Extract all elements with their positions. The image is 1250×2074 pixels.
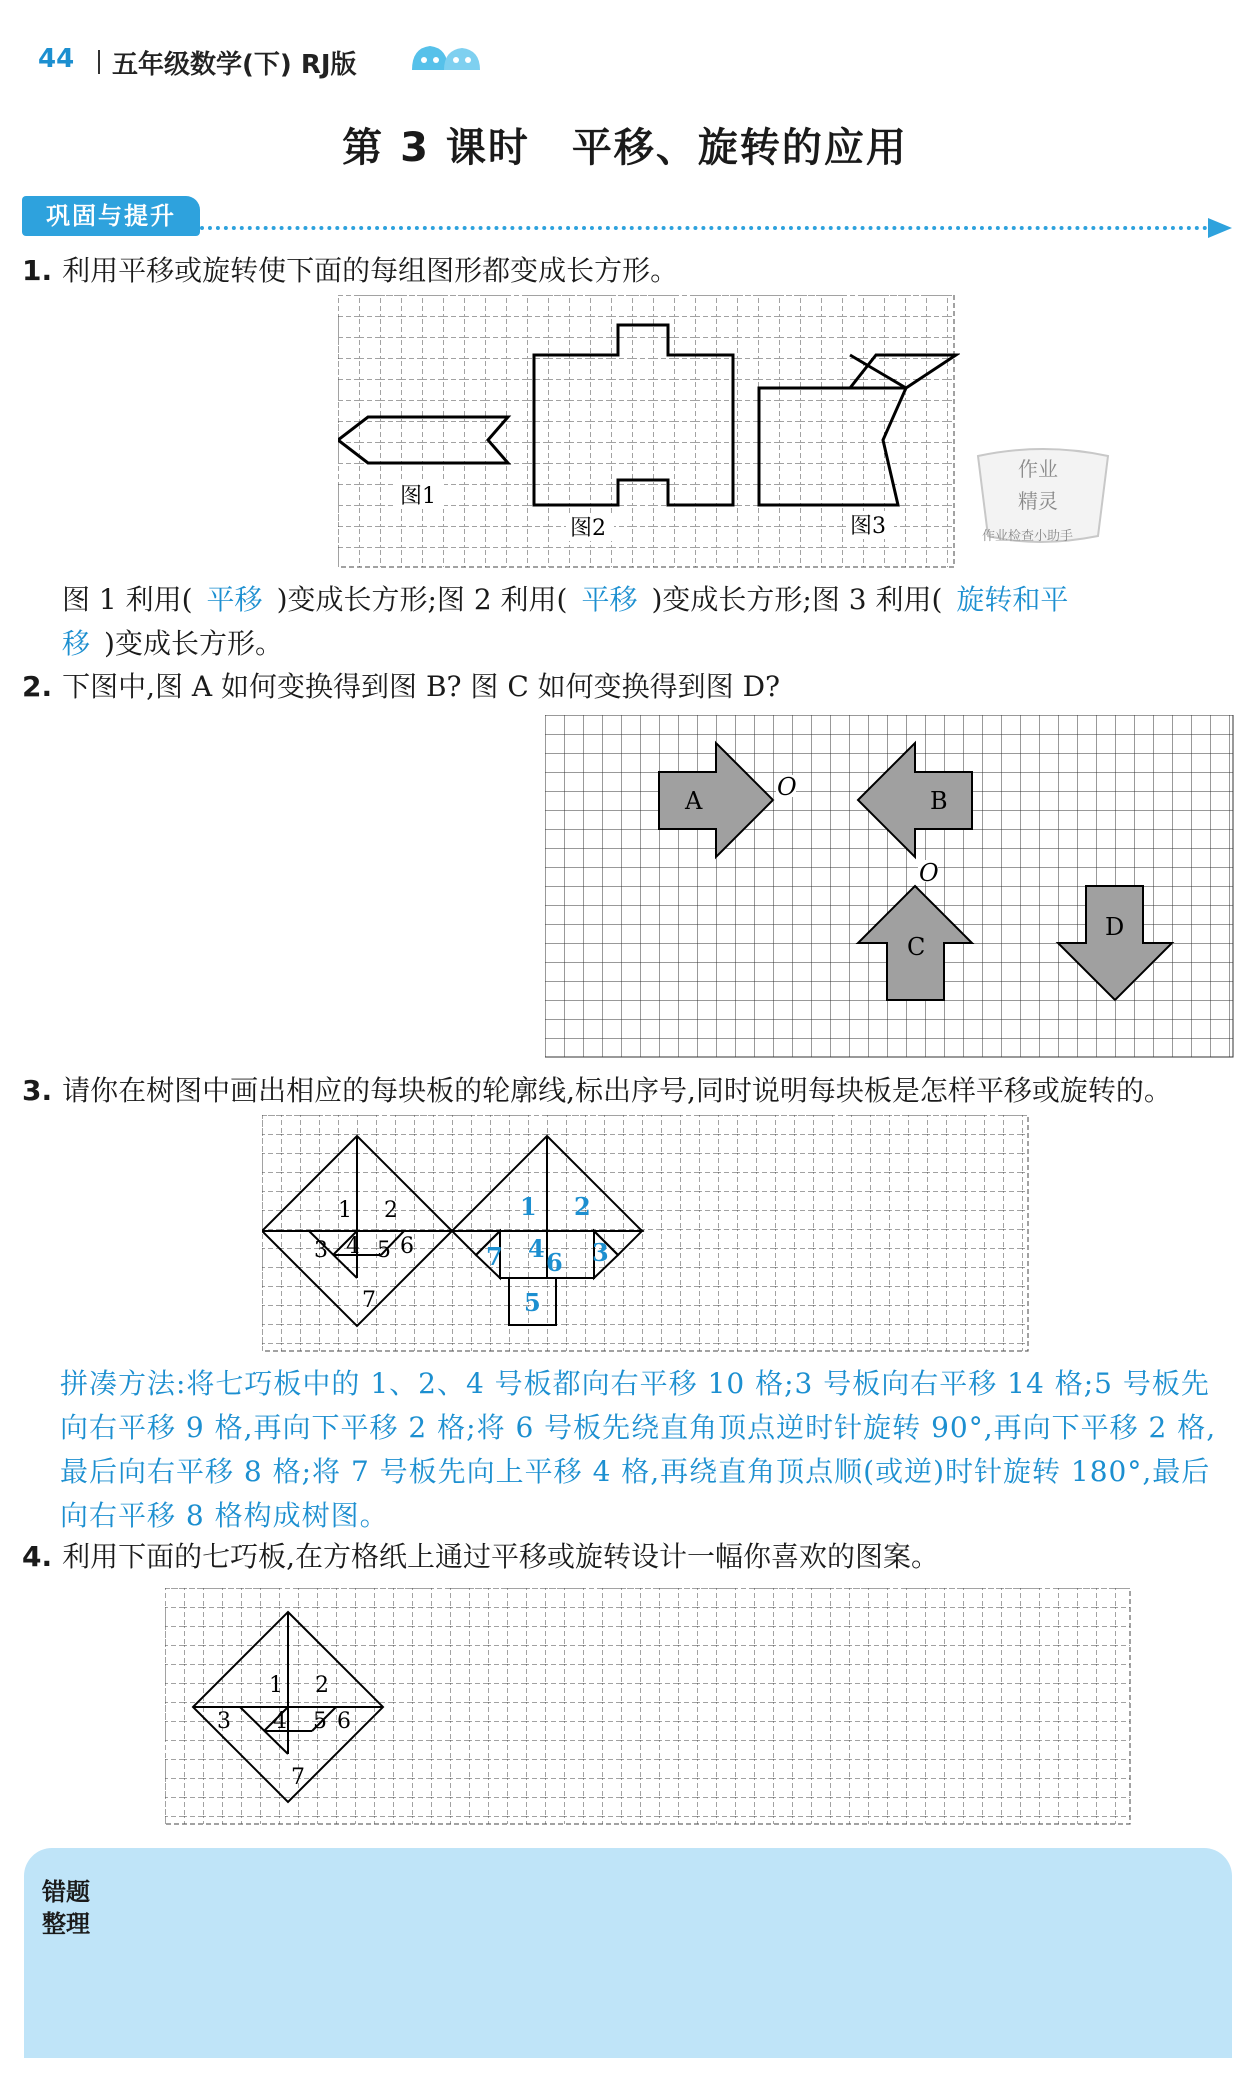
question-3: 3. 请你在树图中画出相应的每块板的轮廓线,标出序号,同时说明每块板是怎样平移或旋转的。: [22, 1074, 1172, 1107]
label-b: B: [930, 787, 948, 815]
answer-blank-3: 旋转和平: [956, 583, 1069, 616]
question-number: 1.: [22, 254, 53, 287]
q3-figure: [262, 1115, 1034, 1355]
svg-text:1: 1: [520, 1192, 537, 1221]
svg-text:4: 4: [346, 1234, 360, 1259]
svg-text:2: 2: [384, 1198, 398, 1223]
error-review-box: [24, 1848, 1232, 2058]
q1-figure: [338, 295, 960, 570]
svg-text:1: 1: [338, 1198, 352, 1223]
label-a: A: [685, 787, 703, 815]
fig1-label: 图1: [400, 484, 436, 509]
q1-answer-line: 图 1 利用( 平移 )变成长方形;图 2 利用( 平移 )变成长方形;图 3 利用( 旋转和平: [62, 578, 1232, 622]
q2-figure: [545, 715, 1237, 1060]
svg-text:作业检查小助手: 作业检查小助手: [982, 529, 1074, 544]
label-d: D: [1105, 913, 1125, 941]
watermark-stamp: [968, 436, 1118, 556]
svg-text:7: 7: [486, 1242, 503, 1271]
book-logo-icon: [408, 36, 488, 76]
section-dotted-line: [200, 226, 1216, 230]
label-o-2: O: [919, 859, 939, 887]
svg-text:7: 7: [362, 1288, 376, 1313]
svg-text:5: 5: [313, 1709, 327, 1734]
svg-text:3: 3: [217, 1709, 231, 1734]
svg-text:4: 4: [528, 1234, 545, 1263]
svg-text:5: 5: [524, 1288, 541, 1317]
svg-text:6: 6: [546, 1248, 563, 1277]
svg-text:7: 7: [291, 1765, 305, 1790]
svg-text:6: 6: [337, 1709, 351, 1734]
section-arrow-icon: [1208, 218, 1232, 238]
question-2: 2. 下图中,图 A 如何变换得到图 B? 图 C 如何变换得到图 D?: [22, 670, 781, 703]
question-4: 4. 利用下面的七巧板,在方格纸上通过平移或旋转设计一幅你喜欢的图案。: [22, 1540, 940, 1573]
page-number: 44: [38, 44, 75, 74]
svg-text:2: 2: [574, 1192, 591, 1221]
svg-text:作业: 作业: [1018, 457, 1058, 481]
svg-text:6: 6: [400, 1234, 414, 1259]
svg-text:1: 1: [269, 1673, 283, 1698]
question-1: [22, 252, 678, 290]
q4-figure: [165, 1588, 1135, 1828]
lesson-title: 第 3 课时 平移、旋转的应用: [342, 125, 908, 171]
fig3-label: 图3: [850, 514, 886, 539]
svg-text:3: 3: [592, 1238, 609, 1267]
answer-blank-2: 平移: [581, 583, 638, 616]
header-divider: [98, 50, 100, 74]
dashed-grid: [262, 1115, 1028, 1351]
error-review-label: 错题 整理: [42, 1878, 90, 1938]
q1-answer-line-2: 移 )变成长方形。: [62, 627, 283, 660]
svg-text:4: 4: [273, 1709, 287, 1734]
question-text: 利用平移或旋转使下面的每组图形都变成长方形。: [62, 254, 679, 287]
fig2-label: 图2: [570, 516, 606, 541]
label-c: C: [907, 933, 926, 961]
answer-blank-1: 平移: [206, 583, 263, 616]
section-badge: 巩固与提升: [22, 196, 200, 236]
svg-text:2: 2: [315, 1673, 329, 1698]
svg-text:精灵: 精灵: [1018, 489, 1058, 513]
label-o-1: O: [777, 773, 797, 801]
svg-text:5: 5: [377, 1238, 391, 1263]
svg-text:3: 3: [314, 1238, 328, 1263]
book-title: 五年级数学(下) RJ版: [112, 50, 357, 80]
q3-method-answer: 拼凑方法:将七巧板中的 1、2、4 号板都向右平移 10 格;3 号板向右平移 14 格;5 号板先向右平移 9 格,再向下平移 2 格;将 6 号板先绕直角顶点逆时针旋转 90°,再向下平移 2 格,最后向右平移 8 格;将 7 号板先向上平移 4 格,再绕直角顶点顺(或逆)时针旋转 180°,最后向右平移 8 格构成树图。: [60, 1367, 1217, 1532]
